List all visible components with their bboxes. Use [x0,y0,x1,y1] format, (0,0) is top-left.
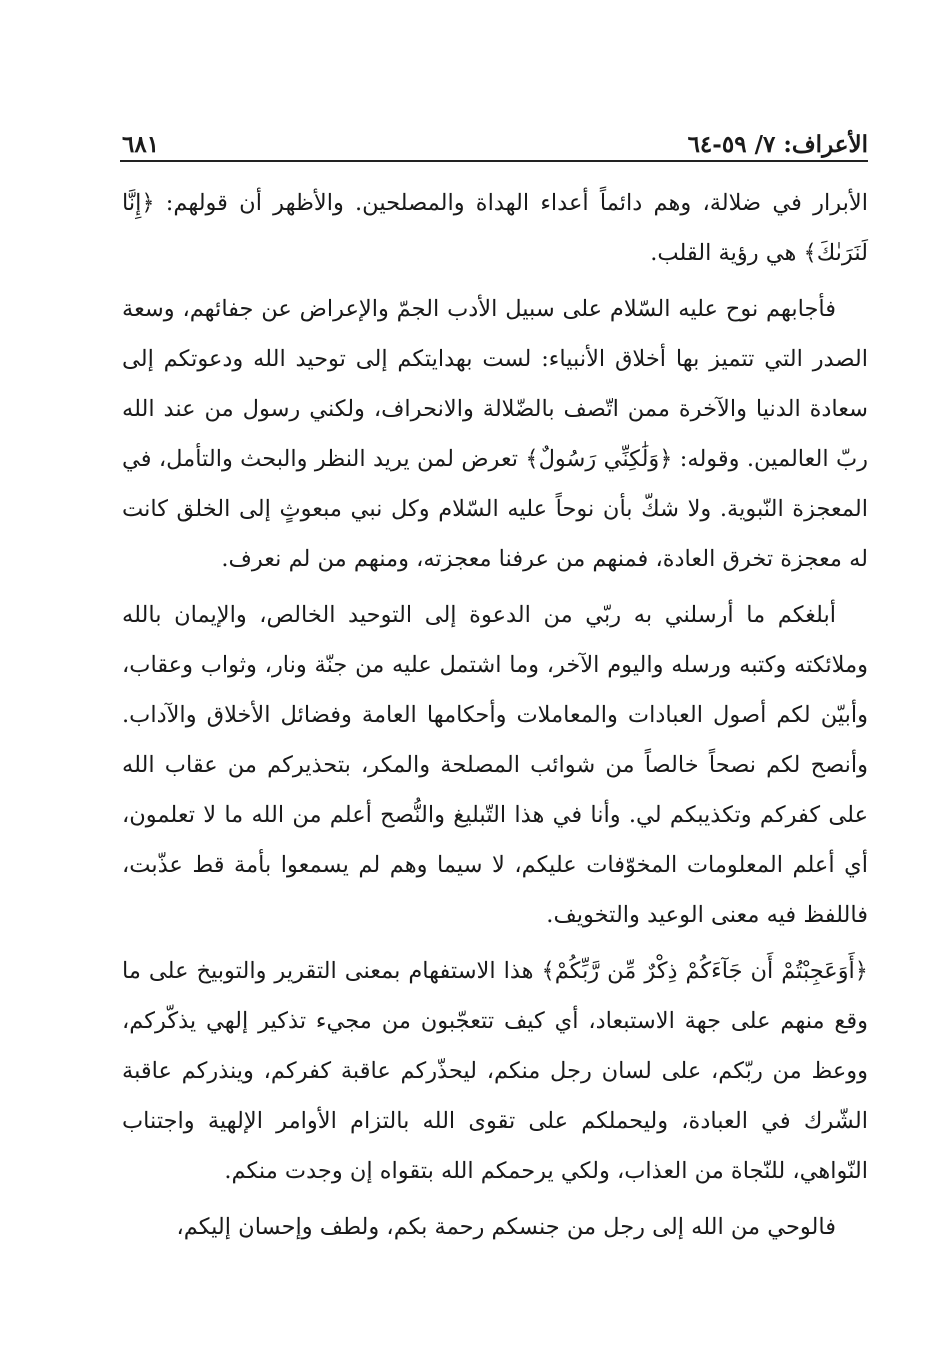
paragraph-continuation: الأبرار في ضلالة، وهم دائماً أعداء الهداة والمصلحين. والأظهر أن قولهم: ﴿إِنَّا لَنَرَىٰكَ﴾ هي رؤية القلب. [122,190,868,266]
running-title: الأعراف: ٧/ ٥٩-٦٤ [687,131,868,158]
paragraph: فأجابهم نوح عليه السّلام على سبيل الأدب الجمّ والإعراض عن جفائهم، وسعة الصدر التي تتميز بها أخلاق الأنبياء: لست بهدايتكم إلى توحيد الله ودعوتكم إلى سعادة الدنيا والآخرة ممن اتّصف بالضّلالة والانحراف، ولكني رسول من عند الله ربّ العالمين. وقوله: ﴿وَلَٰكِنِّي رَسُولٌ﴾ تعرض لمن يريد النظر والبحث والتأمل، في المعجزة النّبوية. ولا شكّ بأن نوحاً عليه السّلام وكل نبي مبعوثٍ إلى الخلق كانت له معجزة تخرق العادة، فمنهم من عرفنا معجزته، ومنهم من لم نعرف. [122,296,868,572]
paragraph: فالوحي من الله إلى رجل من جنسكم رحمة بكم، ولطف وإحسان إليكم، [176,1214,836,1240]
page-header [122,118,868,158]
header-rule [120,160,868,162]
page-body [122,178,868,1258]
page-number: ٦٨١ [122,131,160,158]
paragraph: أبلغكم ما أرسلني به ربّي من الدعوة إلى التوحيد الخالص، والإيمان بالله وملائكته وكتبه ورسله واليوم الآخر، وما اشتمل عليه من جنّة ونار، وثواب وعقاب، وأبيّن لكم أصول العبادات والمعاملات وأحكامها العامة وفضائل الأخلاق والآداب. وأنصح لكم نصحاً خالصاً من شوائب المصلحة والمكر، بتحذيركم من عقاب الله على كفركم وتكذيبكم لي. وأنا في هذا التّبليغ والنُّصح أعلم من الله ما لا تعلمون، أي أعلم المعلومات المخوّفات عليكم، لا سيما وهم لم يسمعوا بأمة قط عذّبت، فاللفظ فيه معنى الوعيد والتخويف. [122,602,868,928]
paragraph: ﴿أَوَعَجِبْتُمْ أَن جَآءَكُمْ ذِكْرٌ مِّن رَّبِّكُمْ﴾ هذا الاستفهام بمعنى التقرير والتوبيخ على ما وقع منهم على جهة الاستبعاد، أي كيف تتعجّبون من مجيء تذكير إلهي يذكّركم، ووعظ من ربّكم، على لسان رجل منكم، ليحذّركم عاقبة كفركم، وينذركم عاقبة الشّرك في العبادة، وليحملكم على تقوى الله بالتزام الأوامر الإلهية واجتناب النّواهي، للنّجاة من العذاب، ولكي يرحمكم الله بتقواه إن وجدت منكم. [122,958,868,1184]
